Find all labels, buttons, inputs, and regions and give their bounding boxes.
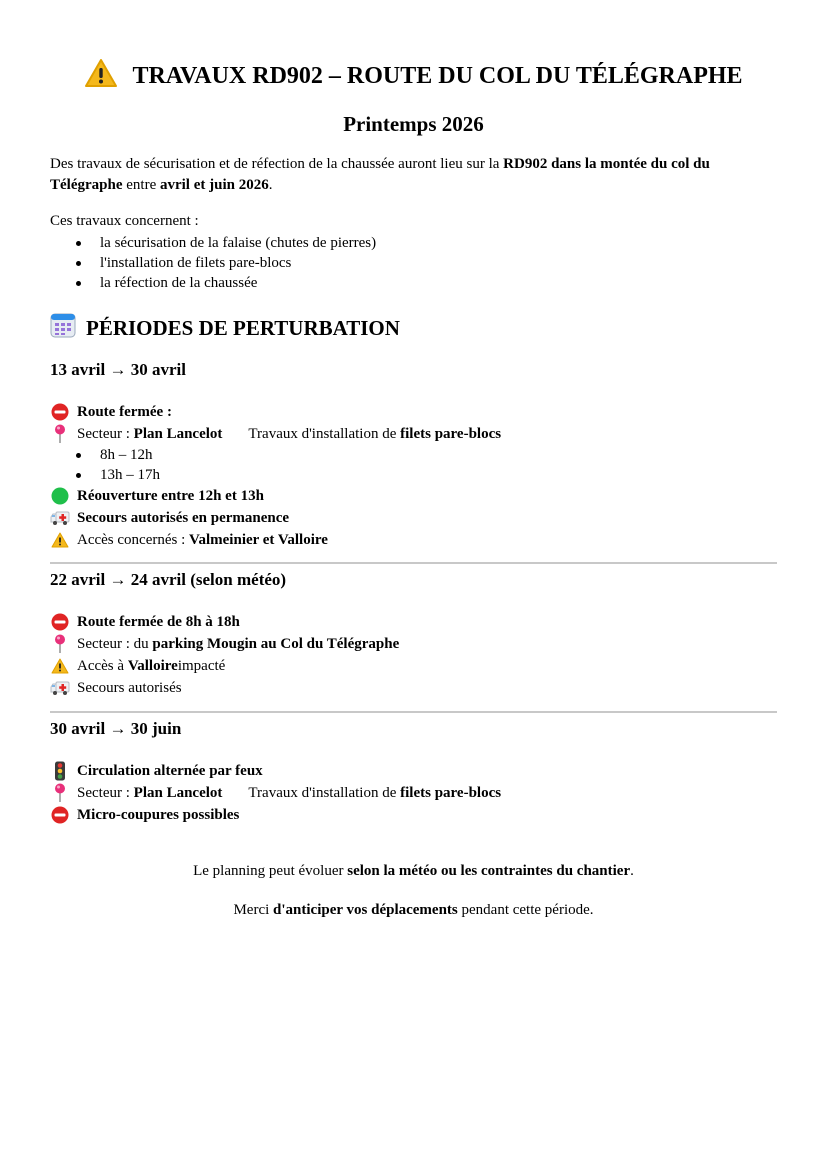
- access-row: [50, 655, 777, 677]
- section-title-text: PÉRIODES DE PERTURBATION: [86, 315, 400, 340]
- access-places: Valmeinier et Valloire: [189, 532, 328, 548]
- sector-row: [50, 633, 777, 655]
- reopening-label: Réouverture entre 12h et 13h: [77, 488, 264, 504]
- reopening-row: [50, 485, 777, 507]
- access-tail: impacté: [177, 658, 226, 674]
- warning-icon: [50, 656, 70, 676]
- rescue-label: Secours autorisés en permanence: [77, 510, 290, 526]
- traffic-row: [50, 760, 777, 782]
- no-entry-icon: [50, 612, 70, 632]
- round-pushpin-icon: [50, 634, 70, 654]
- sector-name: Plan Lancelot: [133, 426, 223, 442]
- divider: [50, 711, 777, 713]
- works-type: filets pare-blocs: [400, 426, 502, 442]
- footer-text: Merci: [233, 902, 274, 918]
- intro-dates: avril et juin 2026: [159, 177, 269, 193]
- access-places: Valloire: [127, 658, 178, 674]
- list-item: l'installation de filets pare-blocs: [50, 253, 376, 273]
- works-type: filets pare-blocs: [400, 785, 502, 801]
- green-circle-icon: [50, 486, 70, 506]
- section-title: [50, 312, 400, 344]
- footer-bold: d'anticiper vos déplacements: [273, 902, 458, 918]
- intro-text-2: entre: [122, 177, 160, 193]
- no-entry-icon: [50, 402, 70, 422]
- intro-text: Des travaux de sécurisation et de réfection de la chaussée auront lieu sur la: [50, 156, 504, 172]
- sector-row: [50, 782, 777, 804]
- intro-road: RD902 dans la montée du col du Télégraphe: [50, 156, 710, 193]
- ambulance-icon: [50, 678, 70, 698]
- page-subtitle: Printemps 2026: [343, 112, 484, 136]
- works-label: Travaux d'installation de: [248, 785, 397, 801]
- footer-text: Le planning peut évoluer: [193, 863, 348, 879]
- period-2: [50, 569, 777, 699]
- sector-name: Plan Lancelot: [133, 785, 223, 801]
- list-item: 13h – 17h: [50, 465, 777, 485]
- access-label: Accès à: [77, 658, 125, 674]
- access-label: Accès concernés :: [77, 532, 186, 548]
- title-text: TRAVAUX RD902 – ROUTE DU COL DU TÉLÉGRAPHE: [132, 62, 743, 89]
- period-3: [50, 718, 777, 826]
- rescue-row: [50, 507, 777, 529]
- ambulance-icon: [50, 508, 70, 528]
- list-item: la sécurisation de la falaise (chutes de pierres): [50, 233, 376, 253]
- warning-icon: [84, 58, 118, 95]
- footer-note-1: [50, 863, 777, 880]
- divider: [50, 562, 777, 564]
- closed-label: Route fermée :: [77, 404, 172, 420]
- round-pushpin-icon: [50, 783, 70, 803]
- sector-label: Secteur :: [77, 426, 130, 442]
- closed-row: [50, 611, 777, 633]
- footer-text-end: pendant cette période.: [457, 902, 594, 918]
- rescue-label: Secours autorisés: [77, 680, 182, 696]
- calendar-icon: [50, 312, 76, 344]
- hours-list: [50, 445, 777, 485]
- round-pushpin-icon: [50, 424, 70, 444]
- works-label: Travaux d'installation de: [248, 426, 397, 442]
- closed-row: [50, 401, 777, 423]
- rescue-row: [50, 677, 777, 699]
- works-list: [50, 233, 376, 293]
- intro-paragraph: [50, 154, 777, 196]
- cuts-row: [50, 804, 777, 826]
- closed-label: Route fermée de 8h à 18h: [77, 614, 240, 630]
- period-1: [50, 359, 777, 551]
- period-title: 22 avril → 24 avril (selon météo): [50, 570, 287, 589]
- cuts-label: Micro-coupures possibles: [77, 807, 240, 823]
- page-title: [50, 58, 777, 94]
- sector-label: Secteur :: [77, 785, 130, 801]
- footer-note-2: [50, 902, 777, 919]
- footer-text-end: .: [630, 863, 634, 879]
- traffic-light-icon: [50, 761, 70, 781]
- no-entry-icon: [50, 805, 70, 825]
- footer-bold: selon la météo ou les contraintes du chantier: [347, 863, 631, 879]
- list-item: la réfection de la chaussée: [50, 273, 376, 293]
- sector-name: parking Mougin au Col du Télégraphe: [152, 636, 400, 652]
- period-title: 13 avril → 30 avril: [50, 360, 186, 379]
- warning-icon: [50, 530, 70, 550]
- works-list-intro: Ces travaux concernent :: [50, 213, 199, 229]
- access-row: [50, 529, 777, 551]
- intro-period: .: [268, 177, 273, 193]
- traffic-label: Circulation alternée par feux: [77, 763, 263, 779]
- list-item: 8h – 12h: [50, 445, 777, 465]
- sector-row: [50, 423, 777, 445]
- period-title: 30 avril → 30 juin: [50, 719, 182, 738]
- sector-label: Secteur : du: [77, 636, 149, 652]
